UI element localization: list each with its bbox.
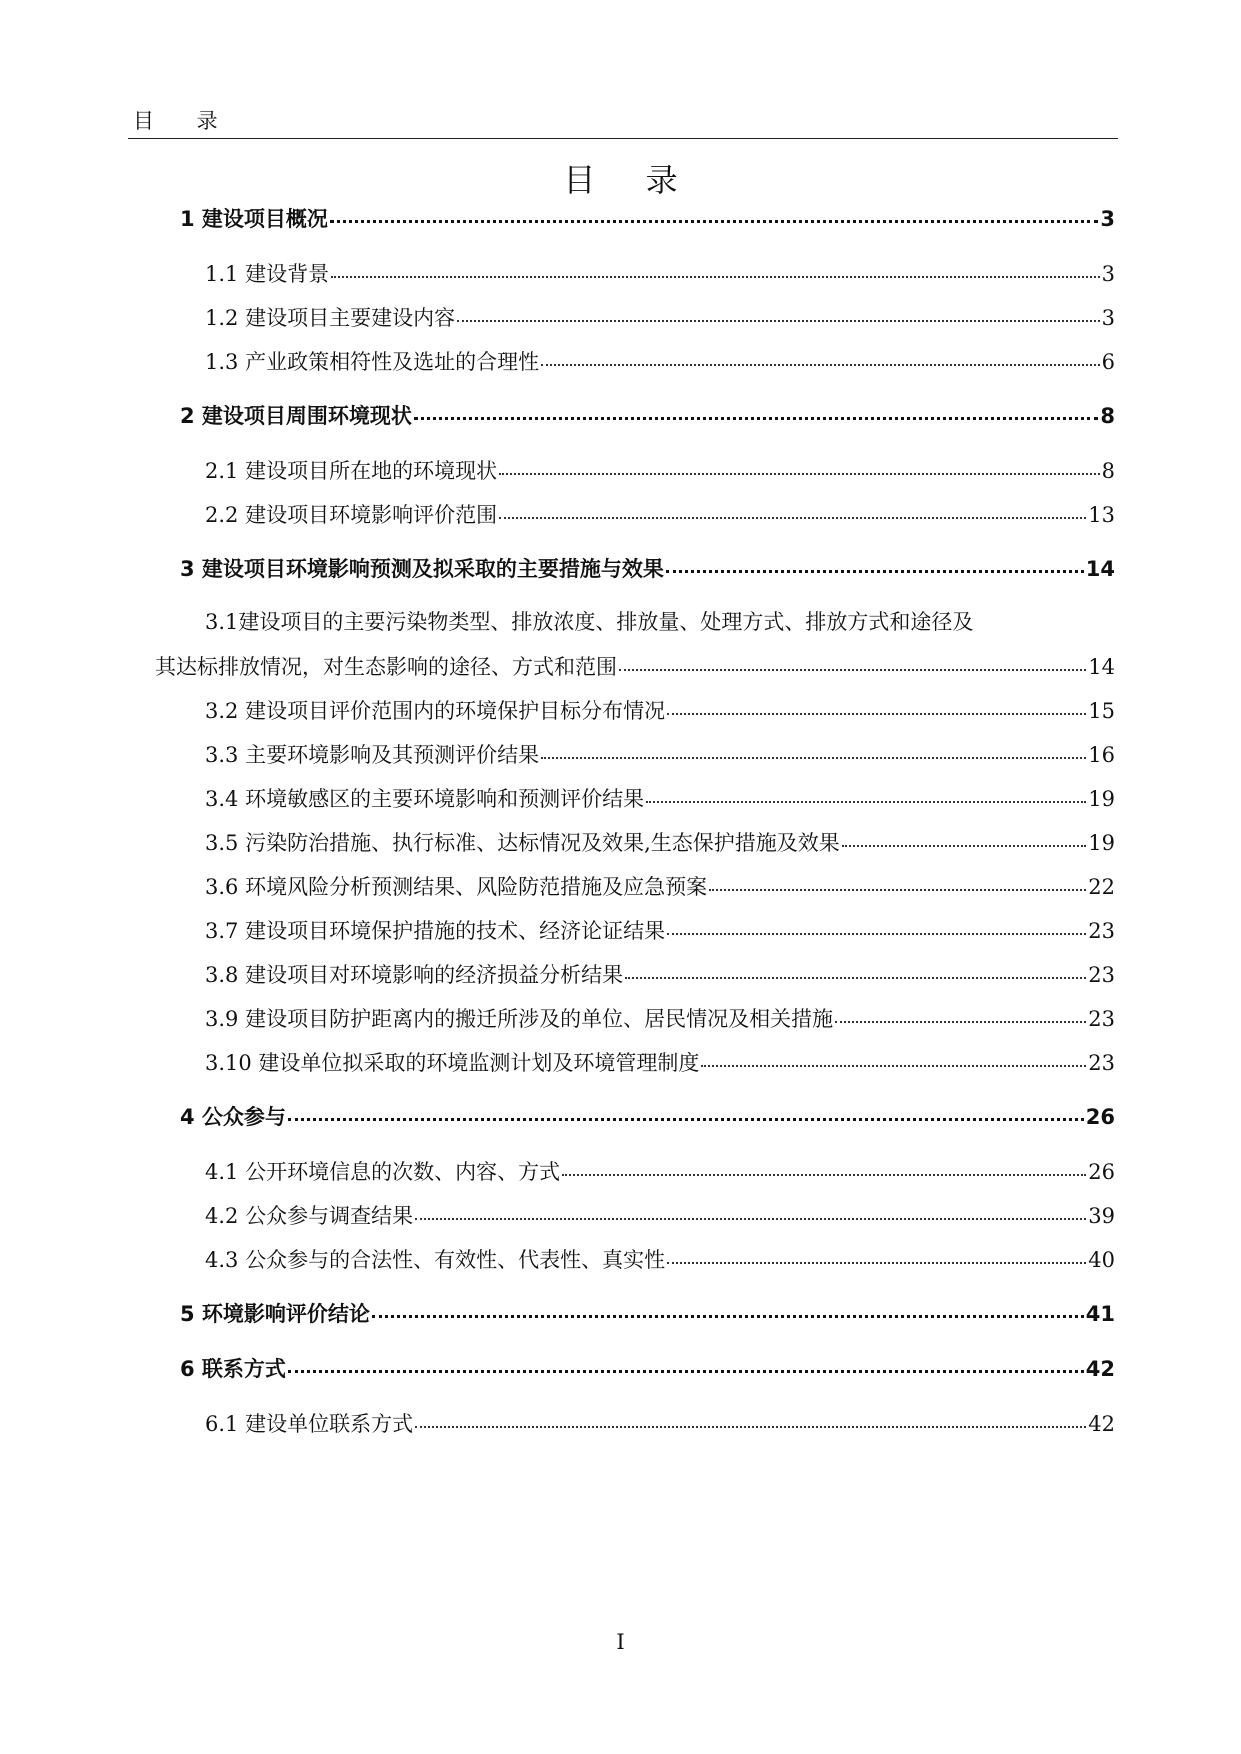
toc-entry-label: 1.1 建设背景 (205, 262, 330, 286)
toc-entry[interactable] (205, 915, 1115, 945)
toc-entry[interactable] (180, 400, 1115, 430)
toc-entry[interactable] (205, 302, 1115, 332)
dot-leader (541, 757, 1086, 759)
toc-entry-page: 13 (1088, 503, 1115, 527)
toc-entry[interactable] (180, 203, 1115, 233)
toc-entry-page: 14 (1085, 557, 1115, 581)
toc-entry-page: 19 (1088, 787, 1115, 811)
dot-leader (666, 570, 1084, 573)
toc-entry-label: 3.8 建设项目对环境影响的经济损益分析结果 (205, 963, 624, 987)
toc-entry[interactable] (205, 1200, 1115, 1230)
page-title: 目 录 (563, 161, 698, 199)
toc-entry-label: 其达标排放情况，对生态影响的途径、方式和范围 (155, 655, 617, 679)
dot-leader (499, 473, 1100, 475)
toc-entry[interactable] (205, 783, 1115, 813)
dot-leader (415, 1218, 1086, 1220)
toc-entry-label: 3.3 主要环境影响及其预测评价结果 (205, 743, 540, 767)
dot-leader (562, 1174, 1086, 1176)
toc-entry-label: 2.2 建设项目环境影响评价范围 (205, 503, 498, 527)
toc-entry[interactable] (205, 827, 1115, 857)
toc-entry-label: 3.7 建设项目环境保护措施的技术、经济论证结果 (205, 919, 666, 943)
toc-entry-label: 3 建设项目环境影响预测及拟采取的主要措施与效果 (180, 557, 664, 581)
dot-leader (499, 517, 1086, 519)
dot-leader (667, 933, 1086, 935)
toc-entry-page: 3 (1101, 306, 1115, 330)
toc-entry-page: 14 (1088, 655, 1115, 679)
toc-entry-page: 42 (1085, 1357, 1115, 1381)
toc-entry-label: 1 建设项目概况 (180, 207, 328, 231)
dot-leader (331, 276, 1100, 278)
toc-entry[interactable] (180, 1298, 1115, 1328)
toc-entry-label: 3.5 污染防治措施、执行标准、达标情况及效果,生态保护措施及效果 (205, 831, 840, 855)
toc-entry[interactable] (205, 455, 1115, 485)
dot-leader (842, 845, 1087, 847)
toc-entry-page: 3 (1101, 262, 1115, 286)
toc-entry-page: 26 (1085, 1105, 1115, 1129)
running-header: 目 录 (133, 109, 236, 133)
dot-leader (646, 801, 1086, 803)
dot-leader (457, 320, 1100, 322)
dot-leader (625, 977, 1086, 979)
toc-entry-page: 23 (1088, 1007, 1115, 1031)
toc-entry-page: 40 (1088, 1248, 1115, 1272)
toc-entry-page: 19 (1088, 831, 1115, 855)
dot-leader (372, 1315, 1084, 1318)
dot-leader (667, 713, 1086, 715)
toc-entry-label: 3.10 建设单位拟采取的环境监测计划及环境管理制度 (205, 1051, 700, 1075)
toc-entry[interactable] (205, 1408, 1115, 1438)
toc-entry[interactable] (180, 553, 1115, 583)
page-number: I (616, 1630, 625, 1654)
toc-entry-label-line1[interactable]: 3.1建设项目的主要污染物类型、排放浓度、排放量、处理方式、排放方式和途径及 (205, 610, 974, 634)
toc-entry-label: 4.3 公众参与的合法性、有效性、代表性、真实性 (205, 1248, 666, 1272)
toc-entry-page: 16 (1088, 743, 1115, 767)
toc-entry[interactable] (180, 1101, 1115, 1131)
toc-entry[interactable] (205, 739, 1115, 769)
dot-leader (415, 1426, 1086, 1428)
toc-entry-label: 6.1 建设单位联系方式 (205, 1412, 414, 1436)
toc-entry-label: 1.2 建设项目主要建设内容 (205, 306, 456, 330)
toc-entry-page: 41 (1085, 1302, 1115, 1326)
toc-entry[interactable] (205, 1047, 1115, 1077)
toc-entry[interactable] (205, 959, 1115, 989)
toc-entry-label: 3.2 建设项目评价范围内的环境保护目标分布情况 (205, 699, 666, 723)
toc-entry-label: 2.1 建设项目所在地的环境现状 (205, 459, 498, 483)
toc-entry-label: 5 环境影响评价结论 (180, 1302, 370, 1326)
toc-entry-page: 8 (1100, 404, 1115, 428)
dot-leader (619, 669, 1086, 671)
toc-entry-page: 42 (1088, 1412, 1115, 1436)
toc-entry-label: 2 建设项目周围环境现状 (180, 404, 412, 428)
toc-entry-label: 3.4 环境敏感区的主要环境影响和预测评价结果 (205, 787, 645, 811)
toc-entry[interactable] (205, 346, 1115, 376)
toc-entry-page: 22 (1088, 875, 1115, 899)
toc-entry-label: 4 公众参与 (180, 1105, 286, 1129)
toc-entry-page: 15 (1088, 699, 1115, 723)
toc-entry[interactable] (155, 651, 1115, 681)
toc-entry-label: 3.6 环境风险分析预测结果、风险防范措施及应急预案 (205, 875, 708, 899)
toc-entry-label: 4.2 公众参与调查结果 (205, 1204, 414, 1228)
dot-leader (414, 417, 1098, 420)
toc-entry-page: 23 (1088, 919, 1115, 943)
dot-leader (541, 364, 1100, 366)
toc-entry-page: 8 (1101, 459, 1115, 483)
dot-leader (330, 220, 1098, 223)
dot-leader (709, 889, 1086, 891)
toc-entry-page: 23 (1088, 1051, 1115, 1075)
toc-entry-label: 1.3 产业政策相符性及选址的合理性 (205, 350, 540, 374)
toc-entry-page: 26 (1088, 1160, 1115, 1184)
toc-entry-page: 39 (1088, 1204, 1115, 1228)
dot-leader (288, 1118, 1084, 1121)
toc-entry[interactable] (205, 1244, 1115, 1274)
toc-entry-page: 23 (1088, 963, 1115, 987)
toc-entry[interactable] (180, 1353, 1115, 1383)
toc-entry[interactable] (205, 695, 1115, 725)
dot-leader (667, 1262, 1086, 1264)
toc-entry-page: 3 (1100, 207, 1115, 231)
toc-entry-label: 3.9 建设项目防护距离内的搬迁所涉及的单位、居民情况及相关措施 (205, 1007, 834, 1031)
toc-entry-label: 6 联系方式 (180, 1357, 286, 1381)
toc-entry-page: 6 (1101, 350, 1115, 374)
toc-entry[interactable] (205, 258, 1115, 288)
toc-entry[interactable] (205, 871, 1115, 901)
dot-leader (835, 1021, 1086, 1023)
toc-entry[interactable] (205, 499, 1115, 529)
toc-entry[interactable] (205, 1003, 1115, 1033)
header-rule (128, 138, 1118, 139)
toc-entry[interactable] (205, 1156, 1115, 1186)
dot-leader (701, 1065, 1086, 1067)
dot-leader (288, 1370, 1084, 1373)
toc-entry-label: 4.1 公开环境信息的次数、内容、方式 (205, 1160, 561, 1184)
